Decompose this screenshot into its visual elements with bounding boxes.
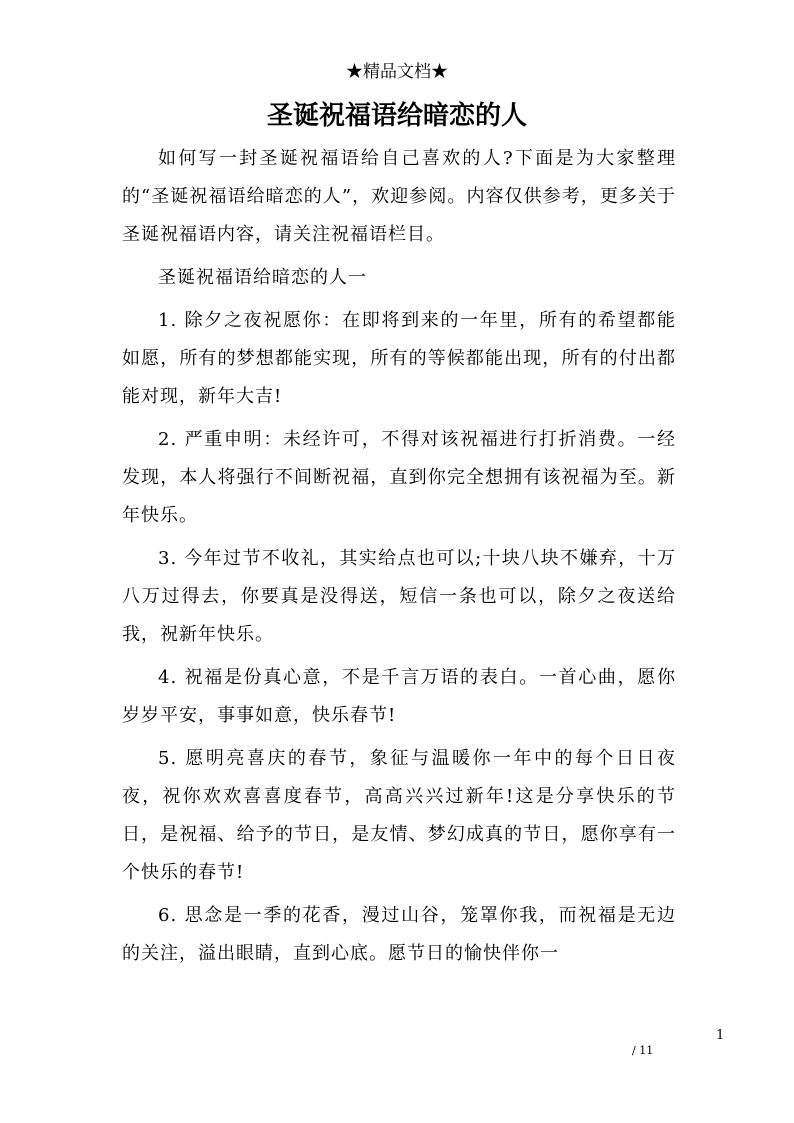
page-total: / 11 — [632, 1044, 654, 1057]
section-heading: 圣诞祝福语给暗恋的人一 — [158, 267, 367, 288]
list-item: 3. 今年过节不收礼，其实给点也可以;十块八块不嫌弃，十万八万过得去，你要真是没得送，短信一条也可以，除夕之夜送给我，祝新年快乐。 — [122, 548, 676, 645]
list-item: 5. 愿明亮喜庆的春节，象征与温暖你一年中的每个日日夜夜，祝你欢欢喜喜度春节，高高兴兴过新年!这是分享快乐的节日，是祝福、给予的节日，是友情、梦幻成真的节日，愿你享有一个快乐的春节! — [122, 748, 676, 883]
page-number: 1 — [716, 1028, 725, 1043]
document-body — [122, 140, 676, 978]
document-title: 圣诞祝福语给暗恋的人 — [266, 101, 527, 131]
list-item: 1. 除夕之夜祝愿你：在即将到来的一年里，所有的希望都能如愿，所有的梦想都能实现，所有的等候都能出现，所有的付出都能对现，新年大吉! — [122, 310, 676, 407]
intro-paragraph: 如何写一封圣诞祝福语给自己喜欢的人?下面是为大家整理的“圣诞祝福语给暗恋的人”，欢迎参阅。内容仅供参考，更多关于圣诞祝福语内容，请关注祝福语栏目。 — [122, 148, 676, 245]
list-item: 2. 严重申明：未经许可，不得对该祝福进行打折消费。一经发现，本人将强行不间断祝福，直到你完全想拥有该祝福为至。新年快乐。 — [122, 429, 676, 526]
list-item: 4. 祝福是份真心意，不是千言万语的表白。一首心曲，愿你岁岁平安，事事如意，快乐春节! — [122, 667, 676, 726]
header-label: ★精品文档★ — [346, 62, 448, 82]
list-item: 6. 思念是一季的花香，漫过山谷，笼罩你我，而祝福是无边的关注，溢出眼睛，直到心底。愿节日的愉快伴你一 — [122, 905, 676, 964]
